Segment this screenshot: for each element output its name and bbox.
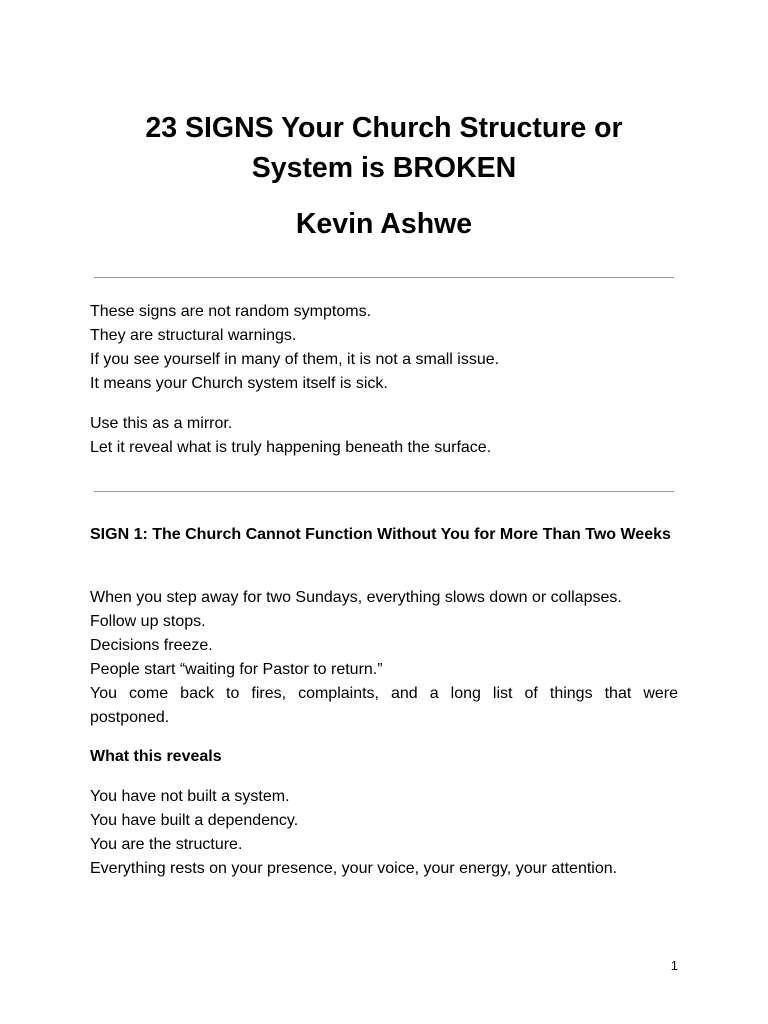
body-line: You have not built a system.	[90, 788, 290, 805]
intro-paragraph-1	[90, 300, 678, 396]
page-number: 1	[670, 958, 678, 973]
body-line: Decisions freeze.	[90, 637, 213, 654]
intro-line: These signs are not random symptoms.	[90, 303, 372, 320]
intro-line: It means your Church system itself is sick.	[90, 375, 388, 392]
body-line: You are the structure.	[90, 836, 243, 853]
intro-line: If you see yourself in many of them, it is not a small issue.	[90, 351, 500, 368]
title-line-1: 23 SIGNS Your Church Structure or	[145, 112, 623, 144]
author-name: Kevin Ashwe	[295, 208, 473, 240]
body-line: People start “waiting for Pastor to return.”	[90, 661, 383, 678]
body-line: Everything rests on your presence, your voice, your energy, your attention.	[90, 860, 618, 877]
what-this-reveals-heading: What this reveals	[90, 748, 222, 765]
horizontal-divider	[94, 277, 674, 278]
intro-line: Let it reveal what is truly happening beneath the surface.	[90, 439, 492, 456]
sign-1-body	[90, 586, 678, 730]
body-line: postponed.	[90, 709, 170, 726]
body-line: You come back to fires, complaints, and a long list of things that were	[90, 685, 678, 702]
horizontal-divider	[94, 491, 674, 492]
body-line: Follow up stops.	[90, 613, 206, 630]
body-line: When you step away for two Sundays, everything slows down or collapses.	[90, 589, 622, 606]
intro-line: Use this as a mirror.	[90, 415, 233, 432]
intro-paragraph-2	[90, 412, 678, 460]
intro-line: They are structural warnings.	[90, 327, 297, 344]
title-line-2: System is BROKEN	[251, 152, 517, 184]
body-line: You have built a dependency.	[90, 812, 299, 829]
what-this-reveals-body	[90, 785, 678, 881]
sign-1-heading: SIGN 1: The Church Cannot Function Without You for More Than Two Weeks	[90, 526, 671, 543]
document-title	[90, 108, 678, 188]
